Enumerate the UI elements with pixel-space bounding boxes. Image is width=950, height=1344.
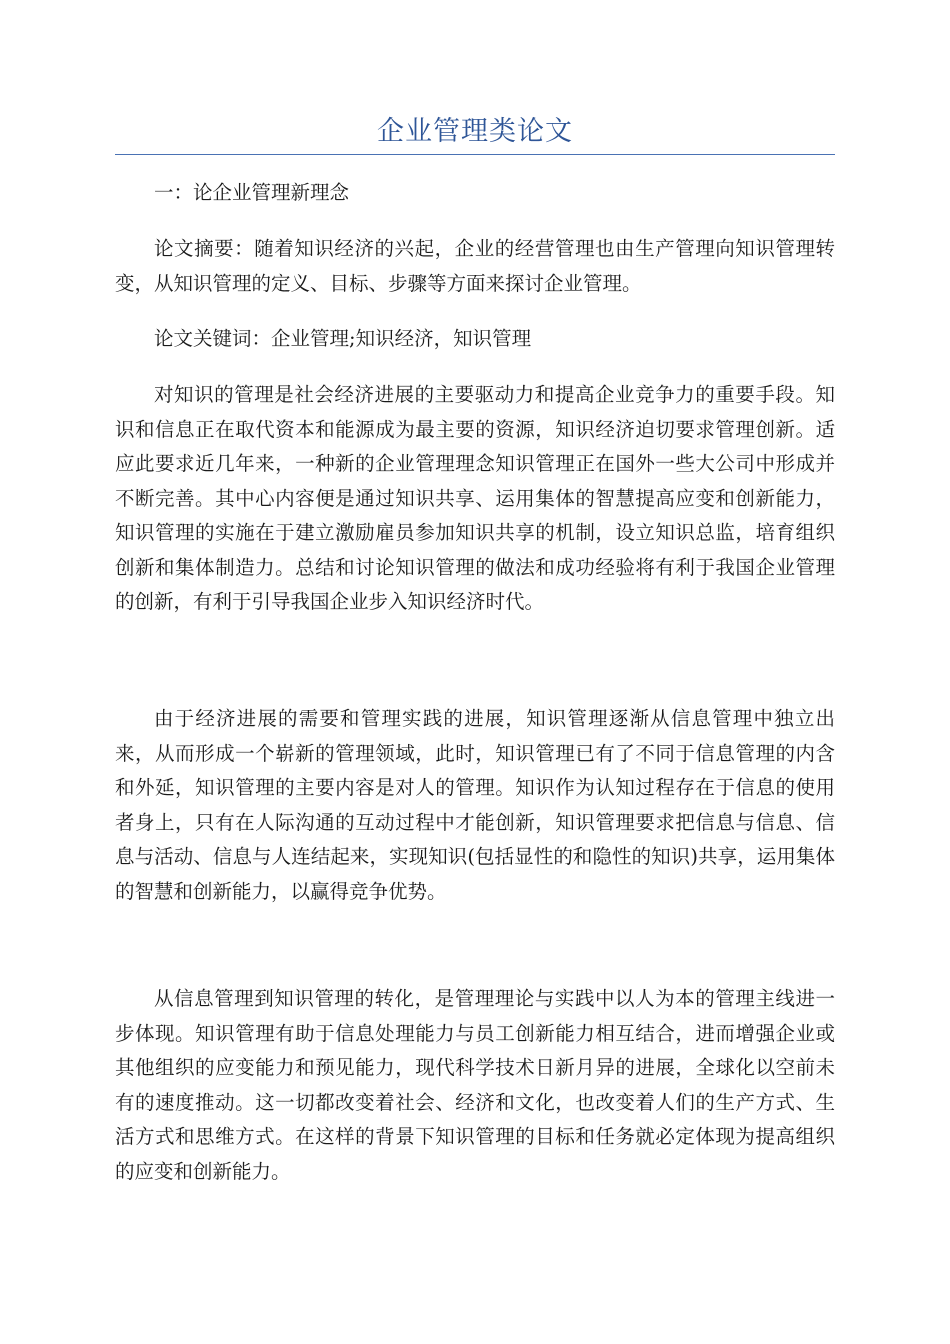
title-underline bbox=[115, 154, 835, 155]
keywords-paragraph: 论文关键词：企业管理;知识经济，知识管理 bbox=[154, 327, 532, 350]
document-title: 企业管理类论文 bbox=[377, 116, 573, 147]
abstract-paragraph: 论文摘要：随着知识经济的兴起，企业的经营管理也由生产管理向知识管理转变，从知识管理的定义、目标、步骤等方面来探讨企业管理。 bbox=[115, 237, 835, 295]
body-paragraph: 从信息管理到知识管理的转化，是管理理论与实践中以人为本的管理主线进一步体现。知识管理有助于信息处理能力与员工创新能力相互结合，进而增强企业或其他组织的应变能力和预见能力，现代科学技术日新月异的进展，全球化以空前未有的速度推动。这一切都改变着社会、经济和文化，也改变着人们的生产方式、生活方式和思维方式。在这样的背景下知识管理的目标和任务就必定体现为提高组织的应变和创新能力。 bbox=[115, 987, 835, 1183]
body-paragraph: 对知识的管理是社会经济进展的主要驱动力和提高企业竞争力的重要手段。知识和信息正在取代资本和能源成为最主要的资源，知识经济迫切要求管理创新。适应此要求近几年来，一种新的企业管理理念知识管理正在国外一些大公司中形成并不断完善。其中心内容便是通过知识共享、运用集体的智慧提高应变和创新能力，知识管理的实施在于建立激励雇员参加知识共享的机制，设立知识总监，培育组织创新和集体制造力。总结和讨论知识管理的做法和成功经验将有利于我国企业管理的创新，有利于引导我国企业步入知识经济时代。 bbox=[115, 383, 835, 613]
section-heading: 一：论企业管理新理念 bbox=[154, 181, 350, 204]
body-paragraph: 由于经济进展的需要和管理实践的进展，知识管理逐渐从信息管理中独立出来，从而形成一个崭新的管理领域，此时，知识管理已有了不同于信息管理的内含和外延，知识管理的主要内容是对人的管理。知识作为认知过程存在于信息的使用者身上，只有在人际沟通的互动过程中才能创新，知识管理要求把信息与信息、信息与活动、信息与人连结起来，实现知识(包括显性的和隐性的知识)共享，运用集体的智慧和创新能力，以赢得竞争优势。 bbox=[115, 707, 835, 903]
